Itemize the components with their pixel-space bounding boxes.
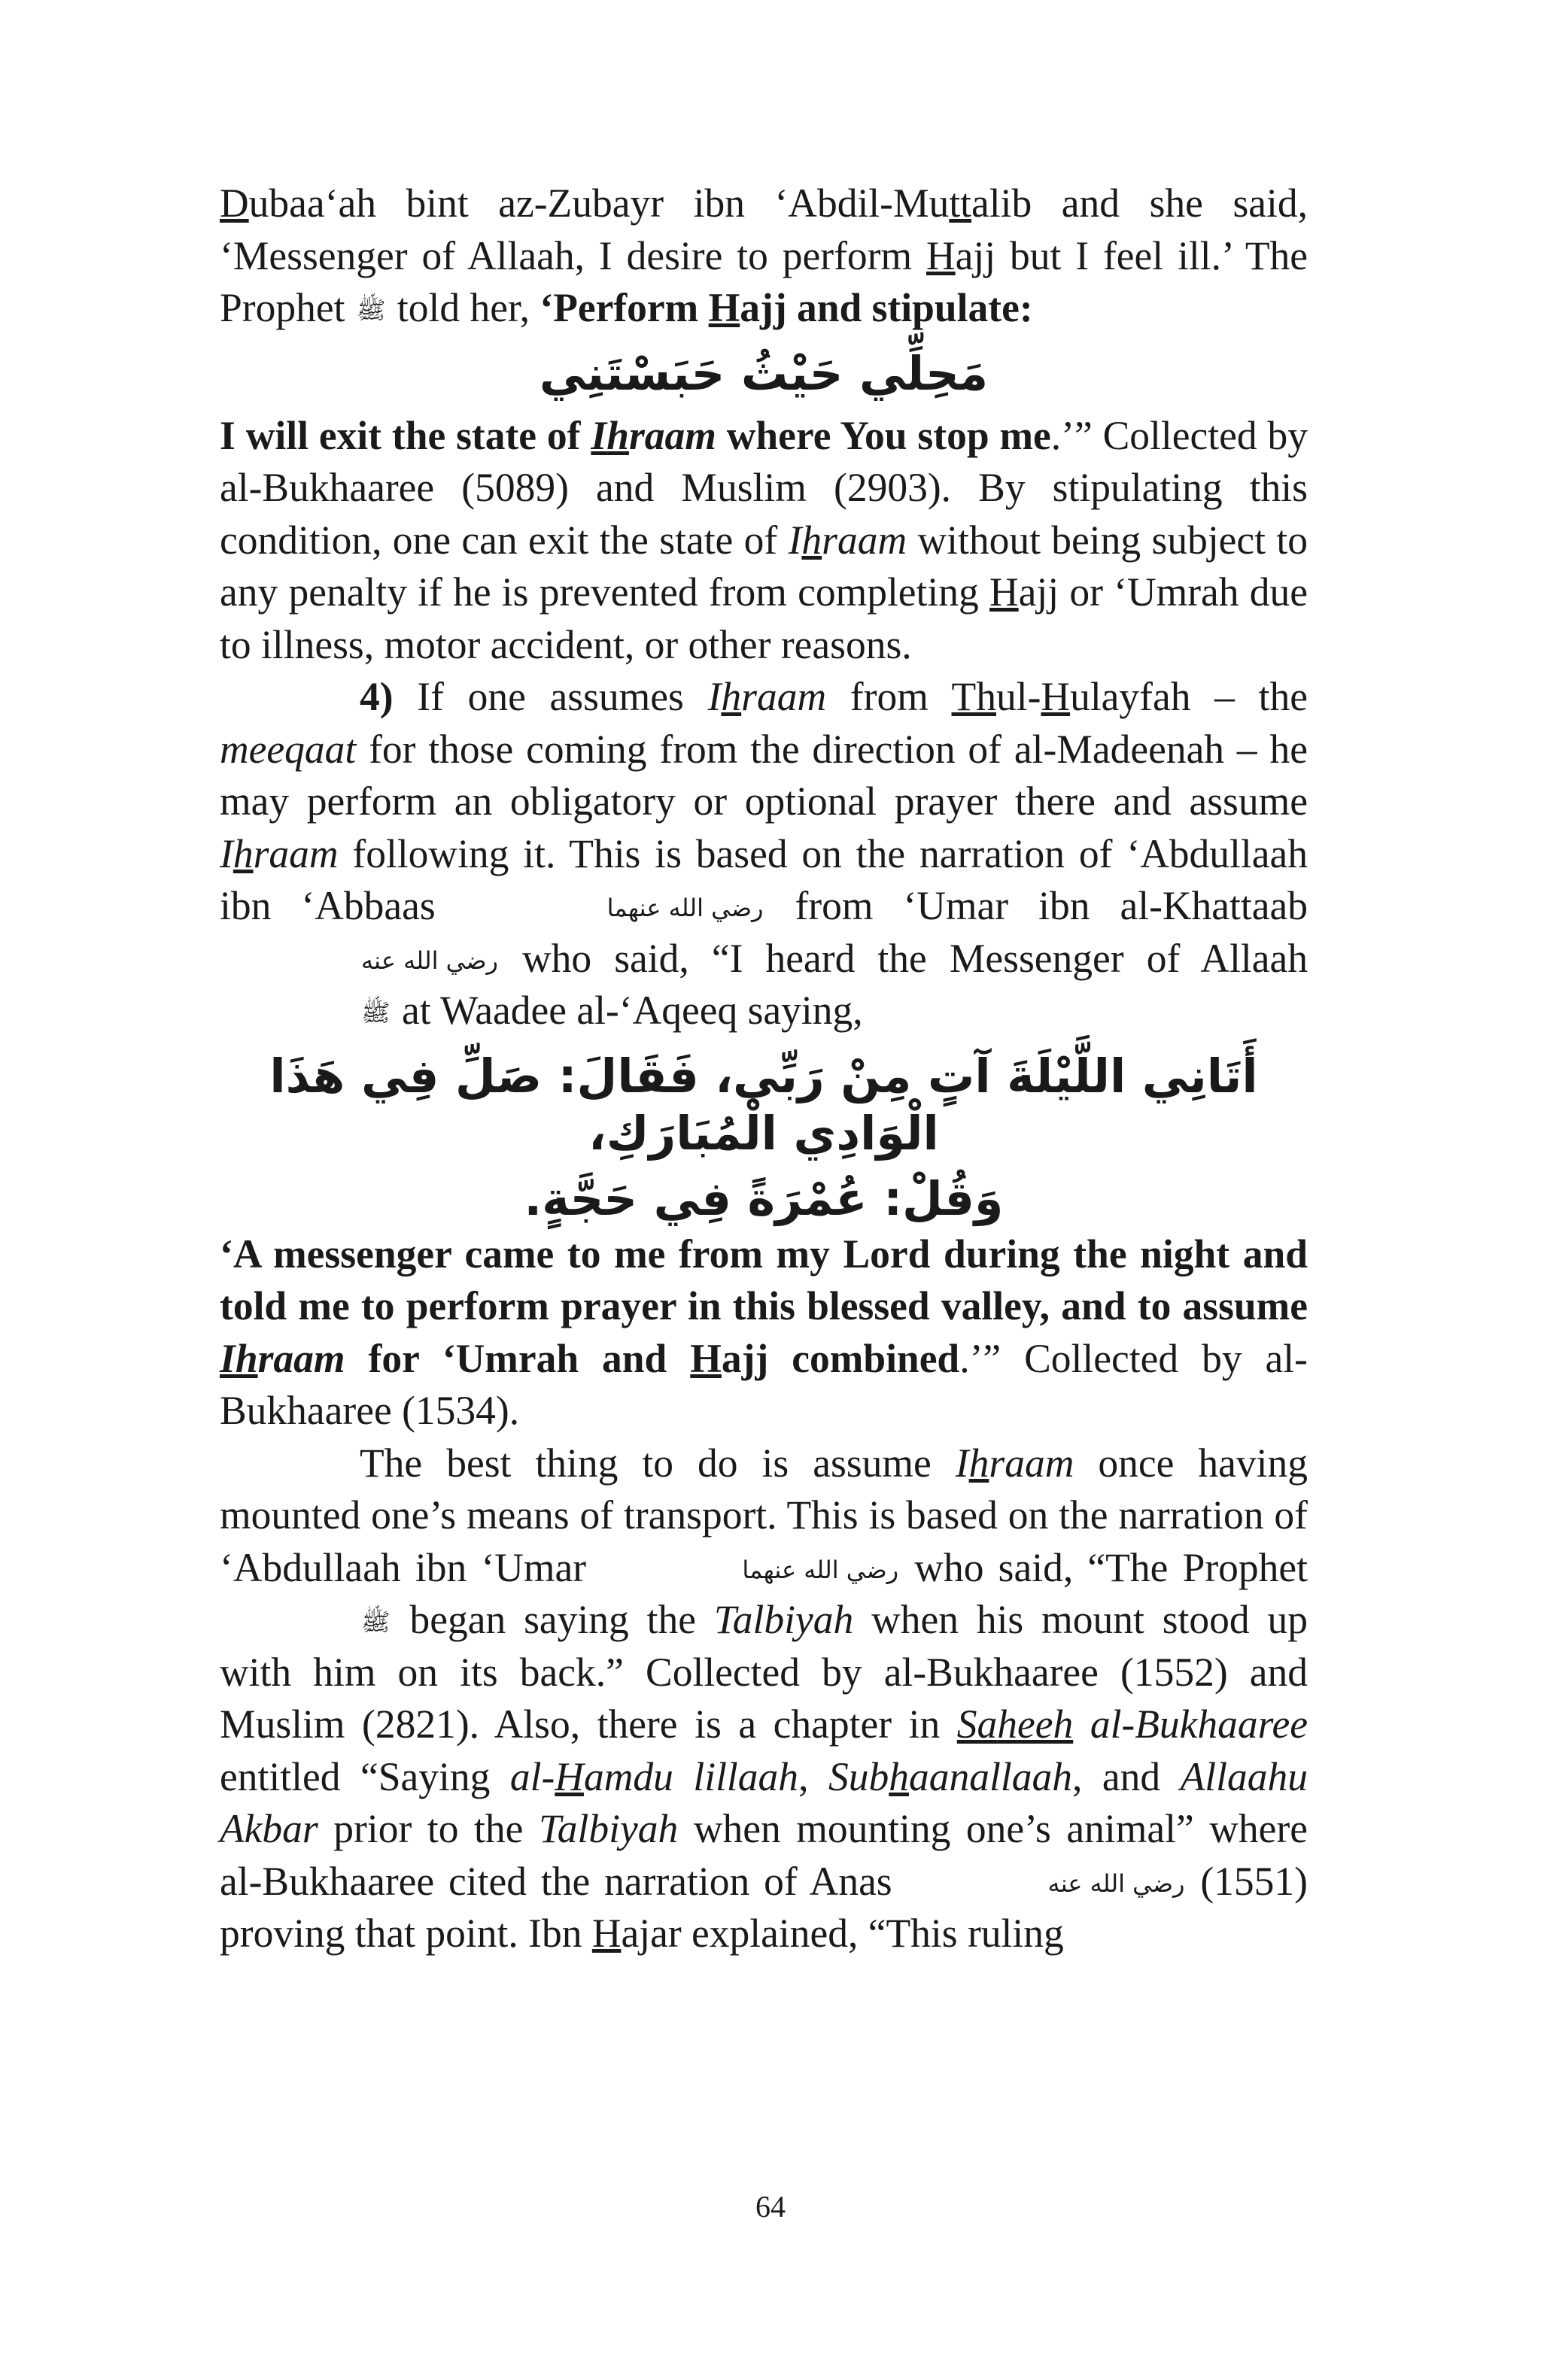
- text-run: I: [955, 1440, 969, 1486]
- list-number: 4): [360, 674, 394, 719]
- salawat-honorific-icon: ﷺ: [361, 998, 391, 1027]
- term-hamdu: [510, 1754, 798, 1799]
- text-run: following it. This is based on the narration of ‘Abdullaah ibn ‘Abbaas: [220, 830, 1308, 928]
- underlined-letter: h: [606, 412, 629, 458]
- underlined-letter: D: [220, 181, 249, 226]
- bold-run: [540, 285, 1032, 330]
- radiyallahu-anhu-honorific-icon: رضي الله عنه: [361, 946, 498, 975]
- text-run: I will exit the state of: [220, 412, 591, 458]
- text-run: ‘A messenger came to me from my Lord during the night and told me to perform prayer in this blessed valley, and to assume: [220, 1231, 1308, 1328]
- underlined-letter: H: [690, 1335, 722, 1381]
- book-title: [957, 1702, 1308, 1747]
- underlined-letter: ee: [1017, 1702, 1053, 1747]
- text-run: for ‘Umrah and: [345, 1335, 691, 1381]
- text-run: I: [788, 517, 802, 563]
- text-run: who said, “The Prophet: [900, 1544, 1308, 1590]
- text-run: aanallaah: [908, 1753, 1072, 1799]
- radiyallahu-anhu-honorific-icon: رضي الله عنه: [1047, 1868, 1185, 1898]
- underlined-letter: Sa: [956, 1702, 998, 1747]
- text-run: ubaa‘ah bint az-Zubayr ibn ‘Abdil-Mu: [248, 181, 950, 226]
- underlined-letter: H: [555, 1753, 584, 1799]
- paragraph-3: [220, 671, 1308, 1037]
- text-run: (1551) proving that point. Ibn: [220, 1858, 1308, 1956]
- text-run: for those coming from the direction of al-Madeenah – he may perform an obligatory or optional prayer there and assume: [220, 726, 1308, 824]
- text-run: once having mounted one’s means of transport. This is based on the narration of ‘Abdullaah ibn ‘Umar: [220, 1440, 1308, 1590]
- underlined-letter: h: [889, 1753, 909, 1799]
- text-run: ul-: [995, 674, 1041, 719]
- underlined-letter: h: [721, 674, 742, 719]
- radiyallahu-anhuma-honorific-icon: رضي الله عنهما: [742, 1555, 899, 1584]
- text-block: [220, 178, 1308, 1960]
- underlined-letter: I: [591, 412, 607, 458]
- text-run: ajj and stipulate:: [740, 285, 1033, 330]
- paragraph-2: [220, 410, 1308, 672]
- text-run: who said, “I heard the Messenger of Allaah: [499, 935, 1308, 981]
- text-run: I: [220, 830, 233, 876]
- text-run: where You stop me: [716, 412, 1051, 458]
- term-ihraam: [708, 674, 827, 719]
- text-run: raam: [989, 1440, 1074, 1486]
- underlined-letter: h: [233, 830, 254, 876]
- underlined-letter: H: [708, 285, 740, 330]
- term-subhaanallaah: [828, 1754, 1072, 1799]
- text-run: .’” Collected by al-Bukhaaree (1534).: [220, 1335, 1308, 1433]
- text-run: I: [707, 674, 722, 719]
- text-run: told her,: [387, 285, 540, 330]
- salawat-honorific-icon: ﷺ: [361, 1607, 391, 1636]
- text-run: ajj but I feel ill.’ The Prophet: [220, 232, 1308, 330]
- term-ihraam: [220, 831, 339, 876]
- text-run: prior to the: [318, 1806, 539, 1851]
- text-run: at Waadee al-‘Aqeeq saying,: [391, 988, 863, 1033]
- text-run: without being subject to any penalty if he is prevented from completing: [220, 517, 1308, 615]
- text-run: began saying the: [391, 1597, 714, 1642]
- term-ihraam: [789, 518, 907, 563]
- term-talbiyah: Talbiyah: [713, 1597, 854, 1642]
- underlined-letter: H: [989, 569, 1019, 615]
- radiyallahu-anhuma-honorific-icon: رضي الله عنهما: [606, 894, 764, 922]
- text-run: when his mount stood up with him on its back.” Collected by al-Bukhaaree (1552) and Muslim (2821). Also, there is a chapter in: [220, 1597, 1308, 1747]
- text-run: ajj combined: [721, 1335, 960, 1381]
- text-run: raam: [253, 830, 339, 876]
- underlined-letter: h: [235, 1335, 258, 1381]
- text-run: The best thing to do is assume: [360, 1440, 956, 1486]
- text-run: Sub: [828, 1753, 889, 1799]
- text-run: raam: [741, 674, 827, 719]
- page-number: 64: [755, 2190, 786, 2224]
- text-run: ,: [798, 1753, 828, 1799]
- term-talbiyah: Talbiyah: [538, 1806, 679, 1851]
- text-run: .’” Collected by al-Bukhaaree (5089) and Muslim (2903). By stipulating this condition, one can exit the state of: [220, 412, 1308, 563]
- arabic-hadith-line-1: أَتَانِي اللَّيْلَةَ آتٍ مِنْ رَبِّي، فَقَالَ: صَلِّ فِي هَذَا الْوَادِي الْمُبَارَكِ،: [269, 1048, 1258, 1161]
- text-run: raam: [822, 517, 907, 563]
- text-run: raam: [257, 1335, 345, 1381]
- paragraph-1: [220, 178, 1308, 335]
- text-run: raam: [628, 412, 716, 458]
- underlined-letter: tt: [949, 181, 972, 226]
- arabic-stipulation: مَحِلِّي حَيْثُ حَبَسْتَنِي: [539, 345, 989, 401]
- arabic-hadith-line-2: وَقُلْ: عُمْرَةً فِي حَجَّةٍ.: [524, 1170, 1004, 1226]
- underlined-letter: H: [926, 232, 956, 278]
- text-run: al-Bukhaaree: [1073, 1702, 1308, 1747]
- bold-run: [220, 413, 1051, 458]
- underlined-letter: h: [801, 517, 822, 563]
- paragraph-5: [220, 1437, 1308, 1960]
- underlined-letter: H: [1041, 674, 1071, 719]
- text-run: from ‘Umar ibn al-Khattaab: [764, 883, 1308, 928]
- underlined-letter: Th: [951, 674, 996, 719]
- text-run: ulayfah – the: [1070, 674, 1308, 719]
- text-run: entitled “Saying: [220, 1753, 510, 1799]
- text-run: al-: [509, 1753, 555, 1799]
- text-run: from: [826, 674, 952, 719]
- text-run: amdu lillaah: [583, 1753, 799, 1799]
- salawat-honorific-icon: ﷺ: [356, 296, 386, 324]
- paragraph-4: [220, 1228, 1308, 1437]
- underlined-letter: H: [591, 1911, 622, 1956]
- underlined-letter: h: [968, 1440, 989, 1486]
- underlined-letter: I: [220, 1335, 236, 1381]
- text-run: alib and she said, ‘Messenger of Allaah, I desire to perform: [220, 181, 1308, 278]
- text-run: ajar explained, “This ruling: [621, 1911, 1064, 1956]
- term-ihraam: [956, 1440, 1074, 1486]
- underlined-letter: h: [997, 1702, 1018, 1747]
- text-run: , and: [1071, 1753, 1181, 1799]
- term-meeqaat: meeqaat: [220, 726, 357, 772]
- text-run: ajj or ‘Umrah due to illness, motor accident, or other reasons.: [220, 569, 1308, 667]
- text-run: ‘Perform: [540, 285, 709, 330]
- term-allaahu-akbar: Allaahu Akbar: [220, 1753, 1308, 1851]
- underlined-letter: h: [1053, 1702, 1074, 1747]
- text-run: when mounting one’s animal” where al-Bukhaaree cited the narration of Anas: [220, 1806, 1308, 1904]
- text-run: If one assumes: [393, 674, 708, 719]
